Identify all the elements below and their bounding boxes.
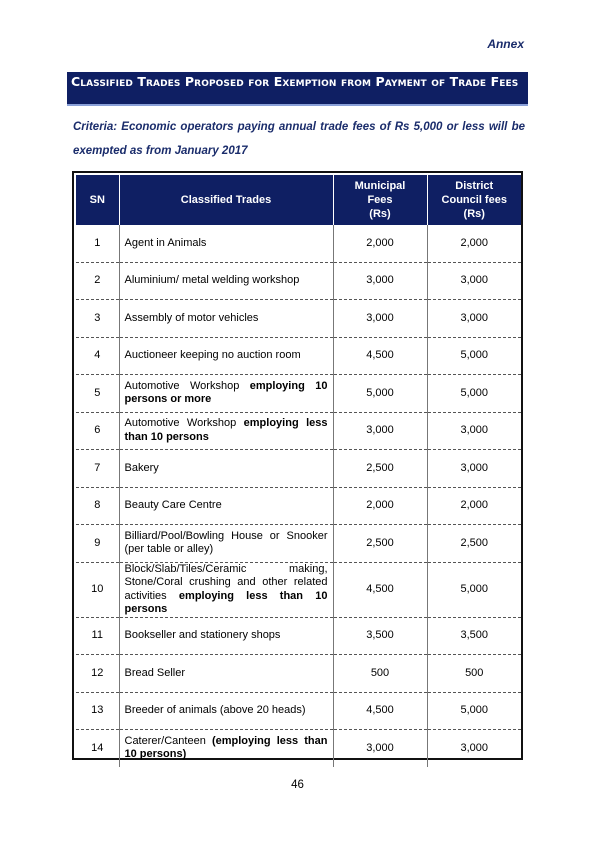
table-row [76,562,521,617]
trade-name: Billiard/Pool/Bowling House or Snooker (per table or alley) [124,529,328,556]
cell-municipal-fee: 2,500 [333,450,427,488]
trade-name: Agent in Animals [124,236,207,249]
cell-municipal-fee: 3,000 [333,412,427,450]
cell-sn: 7 [76,450,119,488]
header-district-line-2: Council fees [441,194,507,206]
trade-name: Auctioneer keeping no auction room [124,349,301,361]
trade-name: Block/Slab/Tiles/Ceramic making, Stone/Coral crushing and other related activities [124,562,328,602]
cell-municipal-fee: 2,000 [333,225,427,262]
trade-name: Beauty Care Centre [124,499,222,511]
trade-name: Assembly of motor vehicles [124,311,259,324]
cell-district-fee: 5,000 [427,562,521,617]
cell-municipal-fee: 3,000 [333,262,427,300]
cell-trade [119,525,333,563]
trades-table [76,175,521,767]
cell-municipal-fee: 5,000 [333,375,427,413]
trades-table-frame [72,171,523,760]
header-district-council-fees [427,175,521,225]
cell-trade [119,337,333,375]
trade-name: Caterer/Canteen [124,734,206,747]
cell-district-fee: 2,000 [427,487,521,525]
cell-sn: 10 [76,562,119,617]
trade-name: Aluminium/ metal welding workshop [124,274,300,286]
cell-municipal-fee: 500 [333,655,427,693]
cell-district-fee: 500 [427,655,521,693]
table-row [76,525,521,563]
cell-sn: 6 [76,412,119,450]
cell-municipal-fee: 3,000 [333,730,427,767]
cell-municipal-fee: 3,500 [333,617,427,655]
header-sn: SN [76,175,119,225]
table-row [76,300,521,338]
cell-trade [119,225,333,262]
trade-qualifier: employing less than 10 persons [124,589,328,615]
trade-qualifier: (employing less than 10 persons) [124,734,328,761]
cell-municipal-fee: 2,000 [333,487,427,525]
cell-trade [119,487,333,525]
cell-municipal-fee: 4,500 [333,692,427,730]
header-district-line-1: District [455,180,494,192]
header-municipal-line-1: Municipal [354,180,406,192]
table-row [76,337,521,375]
cell-district-fee: 3,000 [427,262,521,300]
cell-trade [119,562,333,617]
table-row [76,692,521,730]
trade-name: Bread Seller [124,666,186,679]
cell-district-fee: 3,000 [427,300,521,338]
cell-sn: 14 [76,730,119,767]
cell-trade [119,655,333,693]
trade-name: Bakery [124,461,159,474]
cell-sn: 5 [76,375,119,413]
document-title: Classified Trades Proposed for Exemption from Payment of Trade Fees [67,72,528,106]
table-row [76,487,521,525]
criteria-text: Criteria: Economic operators paying annual trade fees of Rs 5,000 or less will be exempted as from January 2017 [73,121,525,157]
cell-district-fee: 2,500 [427,525,521,563]
cell-district-fee: 3,000 [427,450,521,488]
table-row [76,412,521,450]
trade-name: Automotive Workshop [124,417,237,430]
table-row [76,262,521,300]
table-row [76,617,521,655]
cell-municipal-fee: 2,500 [333,525,427,563]
cell-district-fee: 2,000 [427,225,521,262]
cell-trade [119,450,333,488]
cell-trade [119,300,333,338]
cell-sn: 4 [76,337,119,375]
trade-name: Breeder of animals (above 20 heads) [124,704,306,716]
cell-district-fee: 3,000 [427,412,521,450]
header-municipal-line-2: Fees [367,194,393,206]
cell-sn: 8 [76,487,119,525]
cell-sn: 3 [76,300,119,338]
header-district-line-3: (Rs) [463,208,485,220]
cell-district-fee: 5,000 [427,375,521,413]
header-classified-trades: Classified Trades [119,175,333,225]
cell-district-fee: 5,000 [427,692,521,730]
header-municipal-line-3: (Rs) [369,208,391,220]
cell-trade [119,412,333,450]
cell-district-fee: 3,000 [460,741,489,754]
table-header-row [76,175,521,225]
cell-district-fee: 5,000 [427,337,521,375]
cell-sn: 12 [76,655,119,693]
cell-trade [119,617,333,655]
cell-trade [119,730,333,767]
cell-trade [119,375,333,413]
table-row [76,375,521,413]
cell-sn: 9 [76,525,119,563]
table-row [76,655,521,693]
cell-sn: 2 [76,262,119,300]
trade-name: Bookseller and stationery shops [124,629,281,641]
cell-municipal-fee: 4,500 [333,562,427,617]
cell-municipal-fee: 4,500 [333,337,427,375]
page-number: 46 [291,779,304,791]
table-row [76,450,521,488]
cell-sn: 1 [76,225,119,262]
cell-sn: 13 [76,692,119,730]
table-row [76,225,521,262]
trade-qualifier: employing less than 10 persons [124,417,328,443]
cell-sn: 11 [76,617,119,655]
cell-municipal-fee: 3,000 [333,300,427,338]
annex-label: Annex [487,37,524,51]
cell-trade [119,262,333,300]
cell-trade [119,692,333,730]
trade-name: Automotive Workshop [124,379,240,392]
trade-qualifier: employing 10 persons or more [124,379,328,406]
table-row [76,730,521,767]
header-municipal-fees [333,175,427,225]
cell-district-fee: 3,500 [427,617,521,655]
